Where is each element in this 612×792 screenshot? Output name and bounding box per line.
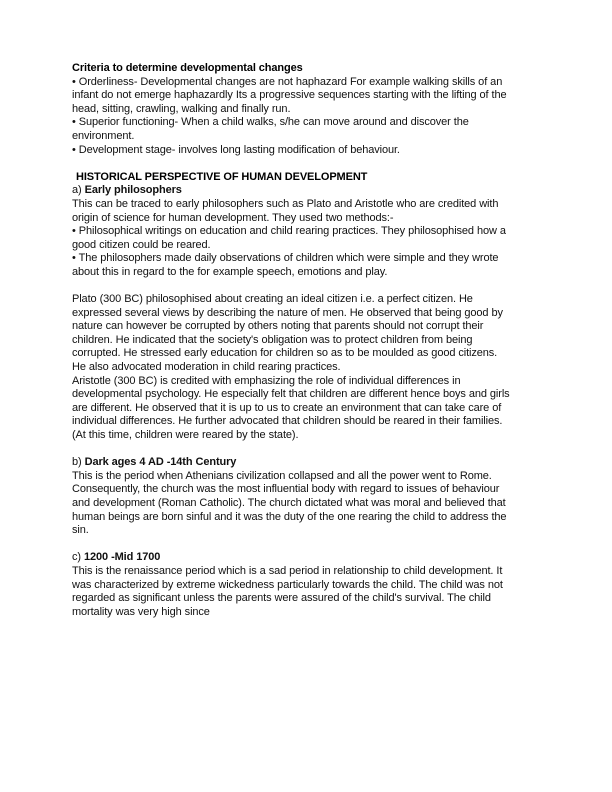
paragraph-aristotle: Aristotle (300 BC) is credited with emphasizing the role of individual differences in developmental psychology. He especially felt that children are different hence boys and girls are different. He observed that it is up to us to create an environment that can take care of individual differences. He further advocated that children should be reared in their families. (At this time, children were reared by the state). — [72, 374, 513, 442]
paragraph-dark-ages: This is the period when Athenians civilization collapsed and all the power went to Rome. Consequently, the church was the most influential body with regard to issues of behaviour and development (Roman Catholic). The church dictated what was moral and believed that human beings are born sinful and it was the duty of the one rearing the child to address the sin. — [72, 469, 510, 537]
section-spacer — [72, 157, 512, 171]
section-criteria — [72, 62, 512, 157]
paragraph-spacer-plato — [72, 280, 512, 294]
subsection-a-intro: This can be traced to early philosophers such as Plato and Aristotle who are credited with origin of science for human development. They used two methods:- — [72, 197, 502, 224]
subsection-a-bullet-writings: • Philosophical writings on education and child rearing practices. They philosophised how a good citizen could be reared. — [72, 225, 509, 251]
criteria-bullet-orderliness: • Orderliness- Developmental changes are not haphazard For example walking skills of an infant do not emerge haphazardly Its a progressive sequences starting with the lifting of the head, sitting, crawling, walking and finally run. — [72, 75, 510, 115]
subsection-c-label — [72, 551, 512, 565]
criteria-heading: Criteria to determine developmental changes — [72, 62, 303, 74]
section-historical-perspective — [72, 171, 512, 620]
paragraph-spacer-renaissance — [72, 538, 512, 552]
criteria-bullet-superior-functioning: • Superior functioning- When a child walks, s/he can move around and discover the environment. — [72, 116, 472, 142]
subsection-a-title: Early philosophers — [84, 184, 182, 197]
document-body — [72, 62, 512, 619]
subsection-a-label — [72, 184, 512, 198]
subsection-b-prefix: b) — [72, 456, 85, 469]
subsection-a-bullet-observations: • The philosophers made daily observations of children which were simple and they wrote about this in regard to the for example speech, emotions and play. — [72, 252, 502, 278]
subsection-b-title: Dark ages 4 AD -14th Century — [84, 456, 237, 469]
subsection-a-prefix: a) — [72, 184, 85, 197]
subsection-c-prefix: c) — [72, 551, 84, 564]
criteria-bullet-development-stage: • Development stage- involves long lasting modification of behaviour. — [72, 143, 400, 156]
historical-perspective-heading: HISTORICAL PERSPECTIVE OF HUMAN DEVELOPMENT — [76, 170, 368, 183]
paragraph-renaissance: This is the renaissance period which is a sad period in relationship to child development. It was characterized by extreme wickedness particularly towards the child. The child was not regarded as significant unless the parents were assured of the child's survival. The child mortality was very high since — [72, 564, 506, 618]
subsection-c-title: 1200 -Mid 1700 — [84, 551, 161, 564]
subsection-b-label — [72, 456, 512, 470]
paragraph-plato: Plato (300 BC) philosophised about creating an ideal citizen i.e. a perfect citizen. He expressed several views by describing the nature of men. He observed that being good by nature can however be corrupted by others noting that parents should not corrupt their children. He indicated that the society's obligation was to protect children from being corrupted. He stressed early education for children so as to be moulded as good citizens. He also advocated moderation in child rearing practices. — [72, 293, 506, 374]
paragraph-spacer-dark-ages — [72, 443, 512, 457]
